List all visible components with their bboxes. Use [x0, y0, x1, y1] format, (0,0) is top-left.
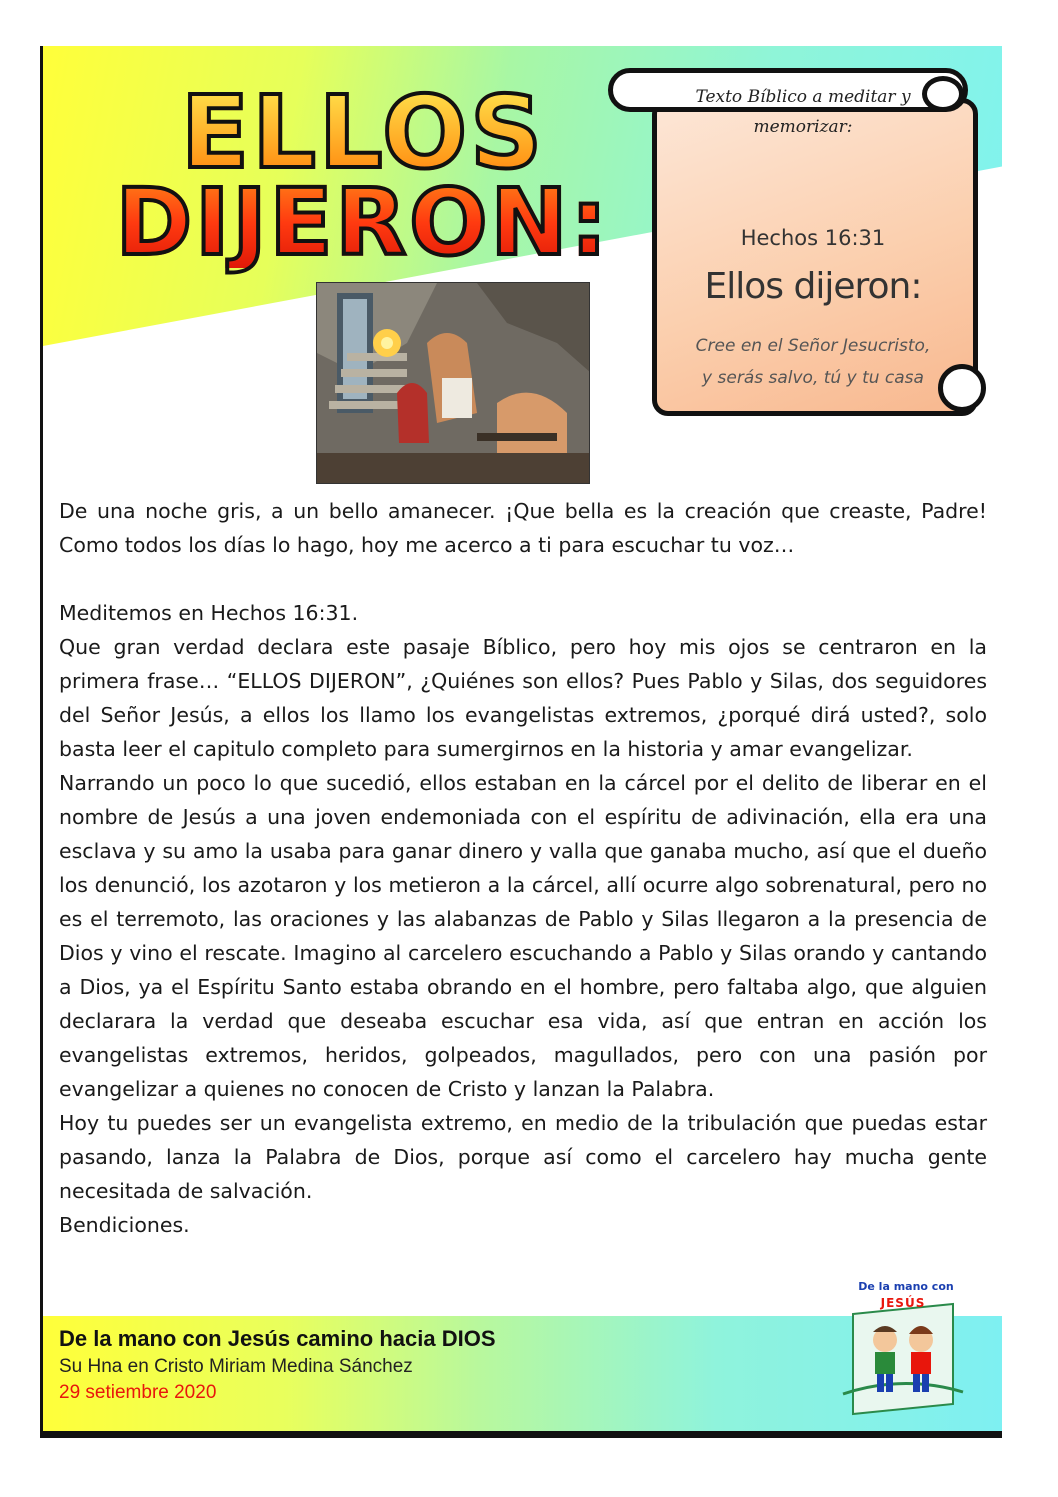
title-line-2: DIJERON: — [115, 169, 611, 276]
verse-line-1: Cree en el Señor Jesucristo, — [695, 336, 931, 356]
logo-name: JESÚS — [880, 1296, 926, 1310]
paragraph-1: De una noche gris, a un bello amanecer. ¡Que bella es la creación que creaste, Padre! Como todos los días lo hago, hoy me acerco a ti para escuchar tu voz… — [59, 499, 987, 557]
ministry-logo — [833, 1274, 973, 1424]
footer-date: 29 setiembre 2020 — [59, 1382, 217, 1403]
footer-author: Su Hna en Cristo Miriam Medina Sánchez — [59, 1356, 413, 1377]
paragraph-6: Bendiciones. — [59, 1213, 190, 1237]
scroll-label: Texto Bíblico a meditar y memorizar: — [695, 87, 911, 137]
paragraph-5: Hoy tu puedes ser un evangelista extremo, en medio de la tribulación que puedas estar pasando, lanza la Palabra de Dios, porque así como el carcelero hay mucha gente necesitada de salvación. — [59, 1111, 987, 1203]
paragraph-gap — [59, 562, 987, 596]
devotional-page — [40, 46, 1002, 1438]
verse-title: Ellos dijeron: — [704, 266, 922, 307]
verse-reference: Hechos 16:31 — [740, 226, 886, 250]
prison-scene-image — [317, 283, 590, 484]
bible-verse-scroll — [608, 68, 988, 448]
page-title — [83, 74, 643, 276]
verse-line-2: y serás salvo, tú y tu casa — [702, 368, 924, 388]
prison-illustration — [316, 282, 590, 484]
footer-title: De la mano con Jesús camino hacia DIOS — [59, 1326, 496, 1351]
paragraph-4: Narrando un poco lo que sucedió, ellos estaban en la cárcel por el delito de liberar en el nombre de Jesús a una joven endemoniada con el espíritu de adivinación, ella era una esclava y su amo la usaba para ganar dinero y valla que ganaba mucho, así que el dueño los denunció, los azotaron y los metieron a la cárcel, allí ocurre algo sobrenatural, pero no es el terremoto, las oraciones y las alabanzas de Pablo y Silas llegaron a la presencia de Dios y vino el rescate. Imagino al carcelero escuchando a Pablo y Silas orando y cantando a Dios, ya el Espíritu Santo estaba obrando en el hombre, pero faltaba algo, que alguien declarara la verdad que deseaba escuchar esa vida, así que entran en acción los evangelistas extremos, heridos, golpeados, magullados, pero con una pasión por evangelizar a quienes no conocen de Cristo y lanzan la Palabra. — [59, 771, 987, 1101]
paragraph-3: Que gran verdad declara este pasaje Bíblico, pero hoy mis ojos se centraron en la primera frase… “ELLOS DIJERON”, ¿Quiénes son ellos? Pues Pablo y Silas, dos seguidores del Señor Jesús, a ellos los llamo los evangelistas extremos, ¿porqué dirá usted?, solo basta leer el capitulo completo para sumergirnos en la historia y amar evangelizar. — [59, 635, 987, 761]
verse-text — [673, 330, 953, 394]
title-line-1: ELLOS — [180, 74, 546, 191]
devotional-body — [59, 494, 987, 1242]
paragraph-2: Meditemos en Hechos 16:31. — [59, 601, 359, 625]
logo-top-text: De la mano con — [858, 1280, 954, 1293]
